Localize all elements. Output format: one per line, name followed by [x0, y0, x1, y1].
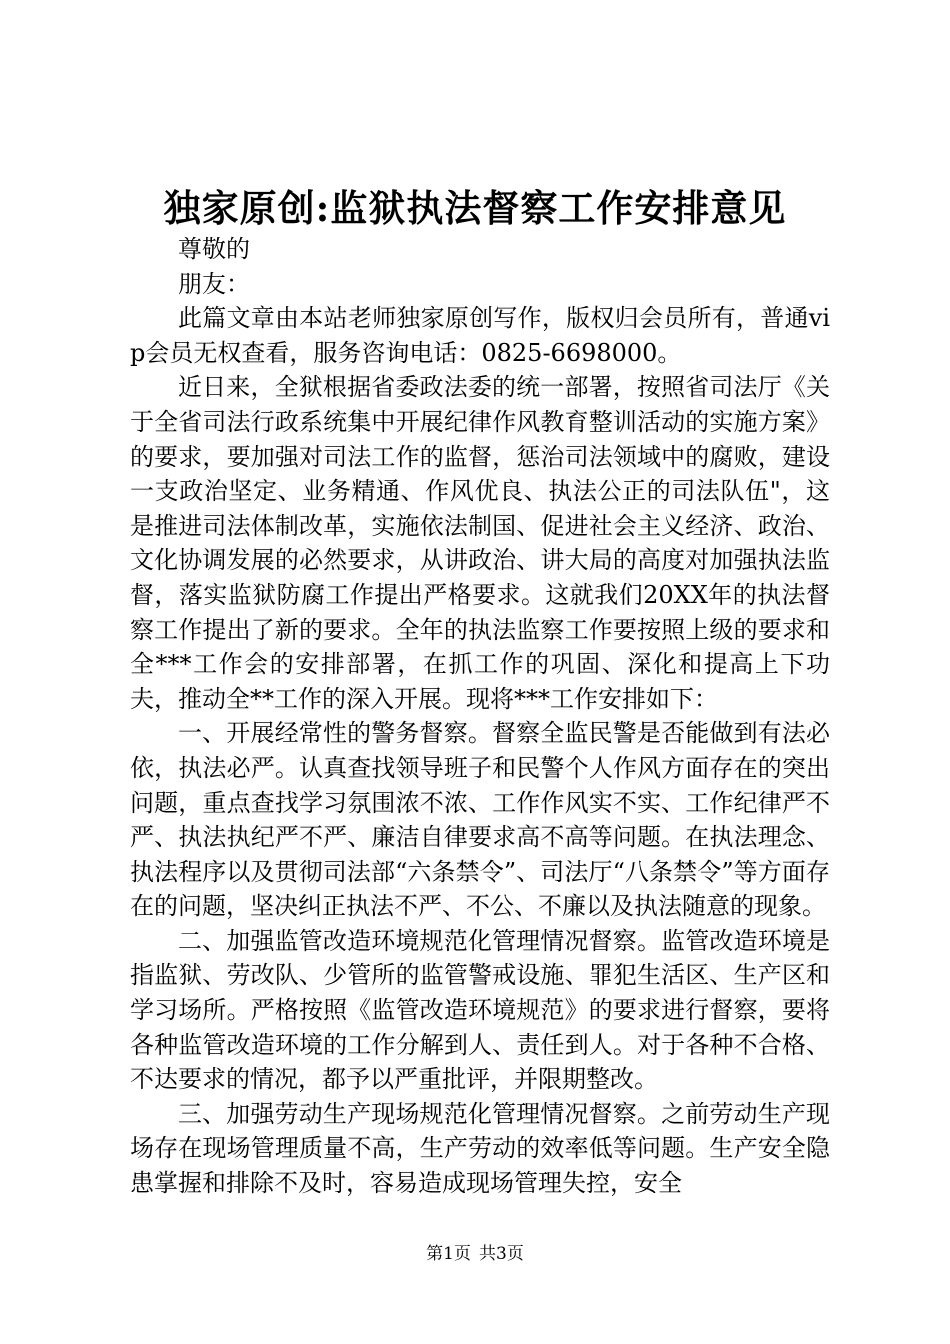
page-footer	[0, 1243, 950, 1265]
paragraph-intro: 近日来，全狱根据省委政法委的统一部署，按照省司法厅《关于全省司法行政系统集中开展纪律作风教育整训活动的实施方案》的要求，要加强对司法工作的监督，惩治司法领域中的腐败，建设一支政治坚定、业务精通、作风优良、执法公正的司法队伍"，这是推进司法体制改革，实施依法制国、促进社会主义经济、政治、文化协调发展的必然要求，从讲政治、讲大局的高度对加强执法监督，落实监狱防腐工作提出严格要求。这就我们20XX年的执法督察工作提出了新的要求。全年的执法监察工作要按照上级的要求和全***工作会的安排部署，在抓工作的巩固、深化和提高上下功夫，推动全**工作的深入开展。现将***工作安排如下：	[130, 373, 830, 713]
paragraph-section-1: 一、开展经常性的警务督察。督察全监民警是否能做到有法必依，执法必严。认真查找领导班子和民警个人作风方面存在的突出问题，重点查找学习氛围浓不浓、工作作风实不实、工作纪律严不严、执法执纪严不严、廉洁自律要求高不高等问题。在执法理念、执法程序以及贯彻司法部“六条禁令”、司法厅“八条禁令”等方面存在的问题，坚决纠正执法不严、不公、不廉以及执法随意的现象。	[130, 719, 830, 921]
salutation-line: 朋友：	[178, 269, 250, 298]
paragraph-section-2: 二、加强监管改造环境规范化管理情况督察。监管改造环境是指监狱、劳改队、少管所的监管警戒设施、罪犯生活区、生产区和学习场所。严格按照《监管改造环境规范》的要求进行督察，要将各种监管改造环境的工作分解到人、责任到人。对于各种不合格、不达要求的情况，都予以严重批评，并限期整改。	[130, 926, 830, 1094]
document-title: 独家原创:监狱执法督察工作安排意见	[163, 186, 787, 230]
page-number: 第1页	[426, 1244, 471, 1264]
paragraph-notice: 此篇文章由本站老师独家原创写作，版权归会员所有，普通vip会员无权查看，服务咨询电话：0825-6698000。	[130, 304, 830, 367]
paragraph-section-3: 三、加强劳动生产现场规范化管理情况督察。之前劳动生产现场存在现场管理质量不高，生产劳动的效率低等问题。生产安全隐患掌握和排除不及时，容易造成现场管理失控，安全	[130, 1099, 830, 1198]
salutation-line: 尊敬的	[178, 235, 250, 263]
page-total: 共3页	[479, 1244, 524, 1264]
document-body	[130, 232, 830, 1201]
